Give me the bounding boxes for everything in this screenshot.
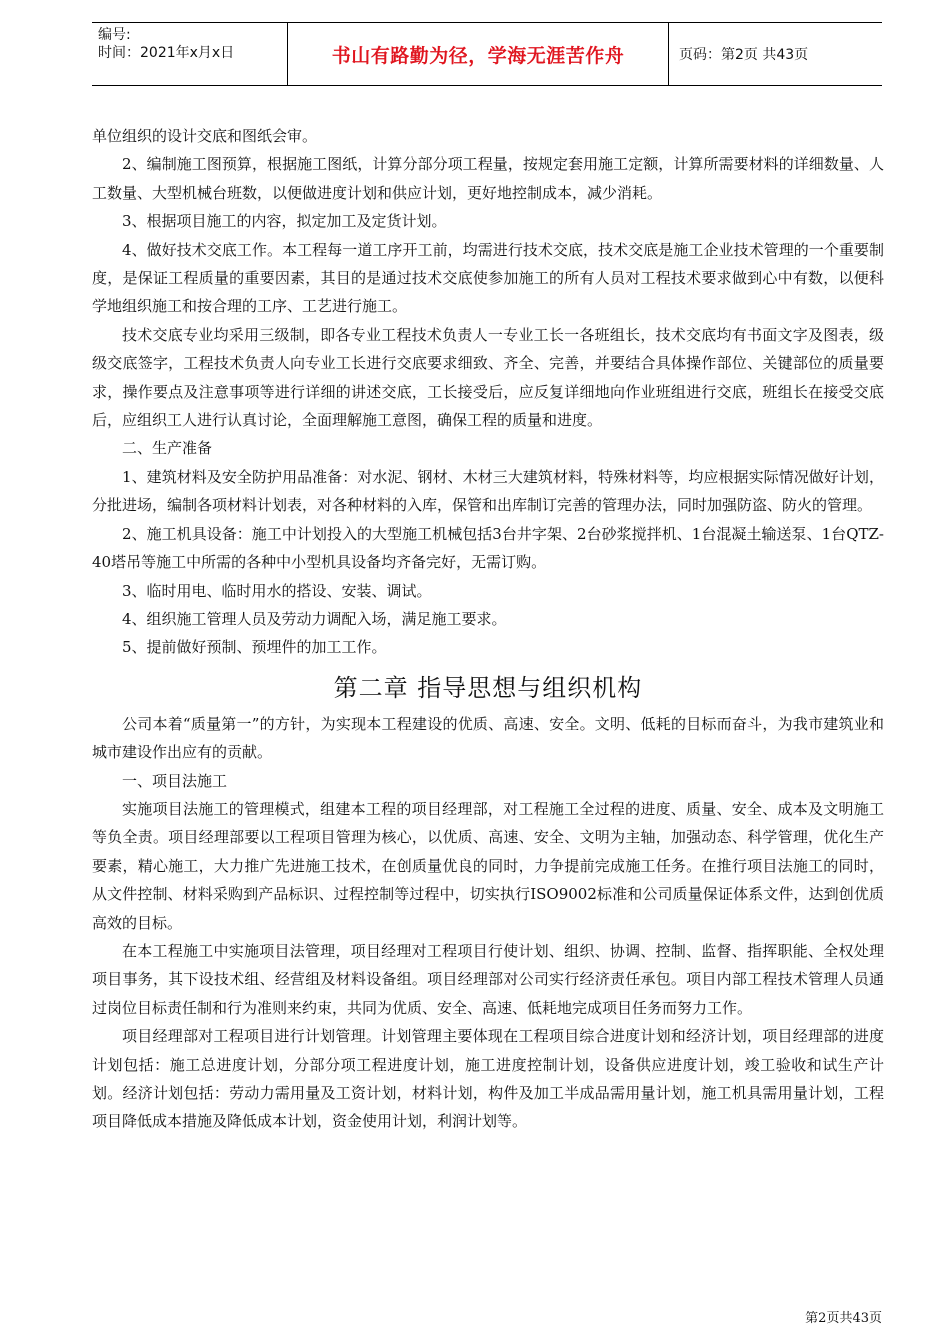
header-meta (92, 23, 288, 85)
paragraph: 4、组织施工管理人员及劳动力调配入场，满足施工要求。 (122, 609, 507, 628)
paragraph: 5、提前做好预制、预埋件的加工工作。 (122, 638, 387, 657)
paragraph: 3、临时用电、临时用水的搭设、安装、调试。 (122, 581, 432, 600)
paragraph: 单位组织的设计交底和图纸会审。 (92, 127, 318, 145)
paragraph: 公司本着“质量第一”的方针，为实现本工程建设的优质、高速、安全。文明、低耗的目标而奋斗，为我市建筑业和城市建设作出应有的贡献。 (92, 714, 884, 762)
paragraph: 2、施工机具设备：施工中计划投入的大型施工机械包括3台井字架、2台砂浆搅拌机、1台混凝土输送泵、1台QTZ-40塔吊等施工中所需的各种中小型机具设备均齐备完好，无需订购。 (92, 524, 884, 572)
document-body (92, 122, 884, 1136)
page-footer: 第2页共43页 (805, 1311, 882, 1326)
document-number-label: 编号: (98, 27, 131, 43)
paragraph: 技术交底专业均采用三级制，即各专业工程技术负责人一专业工长一各班组长，技术交底均有书面文字及图表，级级交底签字，工程技术负责人向专业工长进行交底要求细致、齐全、完善，并要结合具体操作部位、关键部位的质量要求，操作要点及注意事项等进行详细的讲述交底，工长接受后，应反复详细地向作业班组进行交底，班组长在接受交底后，应组织工人进行认真讨论，全面理解施工意图，确保工程的质量和进度。 (92, 325, 884, 430)
section-heading: 一、项目法施工 (122, 771, 228, 790)
paragraph: 1、建筑材料及安全防护用品准备：对水泥、钢材、木材三大建筑材料，特殊材料等，均应根据实际情况做好计划，分批进场，编制各项材料计划表，对各种材料的入库，保管和出库制订完善的管理办法，同时加强防盗、防火的管理。 (92, 467, 884, 515)
paragraph: 3、根据项目施工的内容，拟定加工及定货计划。 (122, 212, 447, 231)
header-motto: 书山有路勤为径，学海无涯苦作舟 (331, 44, 625, 67)
section-heading: 二、生产准备 (122, 439, 213, 458)
paragraph: 项目经理部对工程项目进行计划管理。计划管理主要体现在工程项目综合进度计划和经济计划，项目经理部的进度计划包括：施工总进度计划，分部分项工程进度计划，施工进度控制计划，设备供应进度计划，竣工验收和试生产计划。经济计划包括：劳动力需用量及工资计划，材料计划，构件及加工半成品需用量计划，施工机具需用量计划，工程项目降低成本措施及降低成本计划，资金使用计划，利润计划等。 (92, 1027, 884, 1131)
document-time: 时间：2021年x月x日 (98, 45, 235, 61)
header-motto-cell (288, 23, 669, 85)
header-page-number: 页码：第2页 共43页 (679, 47, 809, 63)
chapter-title: 第二章 指导思想与组织机构 (333, 673, 643, 702)
paragraph: 在本工程施工中实施项目法管理，项目经理对工程项目行使计划、组织、协调、控制、监督、指挥职能、全权处理项目事务，其下设技术组、经营组及材料设备组。项目经理部对公司实行经济责任承包。项目内部工程技术管理人员通过岗位目标责任制和行为准则来约束，共同为优质、安全、高速、低耗地完成项目任务而努力工作。 (92, 941, 884, 1017)
paragraph: 2、编制施工图预算，根据施工图纸，计算分部分项工程量，按规定套用施工定额，计算所需要材料的详细数量、人工数量、大型机械台班数，以便做进度计划和供应计划，更好地控制成本，减少消耗。 (92, 155, 884, 202)
page-header (92, 22, 882, 86)
paragraph: 4、做好技术交底工作。本工程每一道工序开工前，均需进行技术交底，技术交底是施工企业技术管理的一个重要制度，是保证工程质量的重要因素，其目的是通过技术交底使参加施工的所有人员对工程技术要求做到心中有数，以便科学地组织施工和按合理的工序、工艺进行施工。 (92, 240, 884, 316)
paragraph: 实施项目法施工的管理模式，组建本工程的项目经理部，对工程施工全过程的进度、质量、安全、成本及文明施工等负全责。项目经理部要以工程项目管理为核心，以优质、高速、安全、文明为主轴，加强动态、科学管理，优化生产要素，精心施工，大力推广先进施工技术，在创质量优良的同时，力争提前完成施工任务。在推行项目法施工的同时，从文件控制、材料采购到产品标识、过程控制等过程中，切实执行ISO9002标准和公司质量保证体系文件，达到创优质高效的目标。 (92, 799, 884, 932)
